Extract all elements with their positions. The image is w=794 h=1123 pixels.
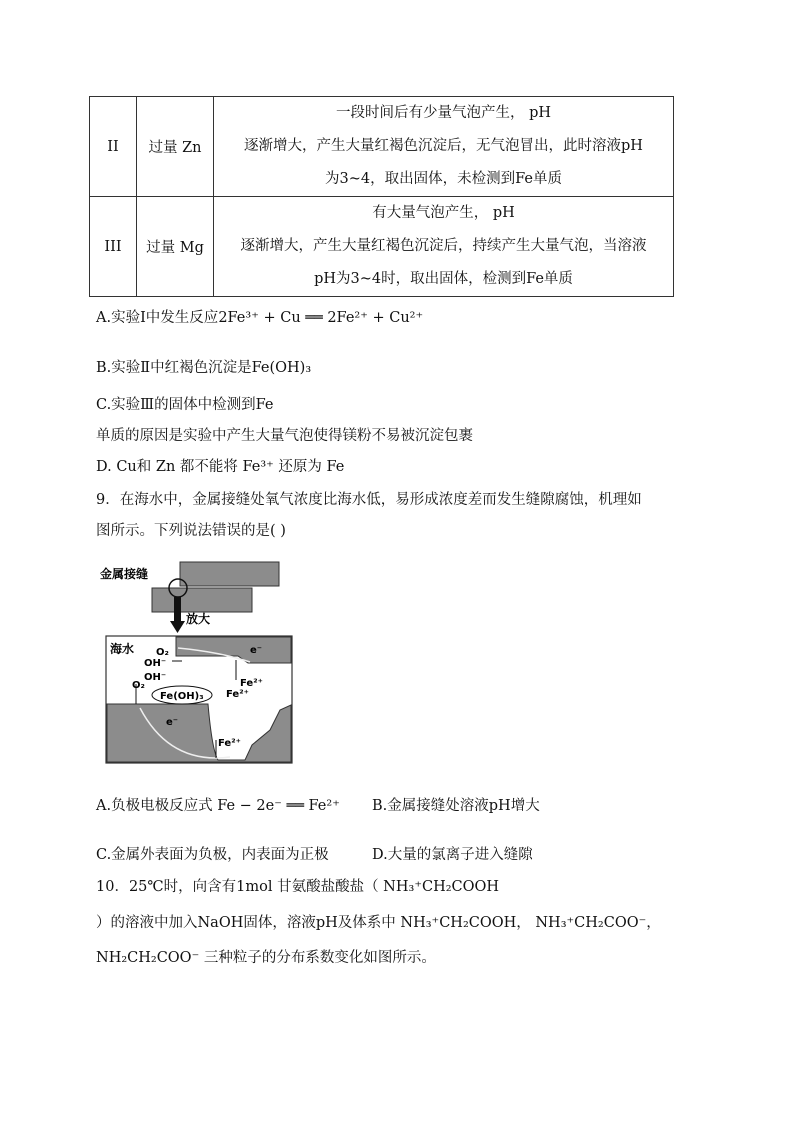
zoom-arrow-shaft <box>174 597 181 623</box>
observation-line: 有大量气泡产生， pH <box>372 205 515 221</box>
electron-label-lower: e⁻ <box>166 717 179 728</box>
zoom-label: 放大 <box>186 612 211 626</box>
row-metal: 过量 Zn <box>137 97 214 197</box>
q9-stem-line2: 图所示。下列说法错误的是( ) <box>96 523 286 539</box>
table-row <box>90 97 674 197</box>
q10-line1: 10．25℃时，向含有1mol 甘氨酸盐酸盐（ NH₃⁺CH₂COOH <box>96 879 500 895</box>
q9-option-b: B.金属接缝处溶液pH增大 <box>372 798 540 814</box>
observation-line: 逐渐增大，产生大量红褐色沉淀后，无气泡冒出，此时溶液pH <box>244 138 643 154</box>
electron-label-upper: e⁻ <box>250 645 263 656</box>
fe2-label-1: Fe²⁺ <box>240 678 263 689</box>
q9-option-d: D.大量的氯离子进入缝隙 <box>372 847 533 863</box>
row-observation <box>214 197 674 297</box>
observation-line: 逐渐增大，产生大量红褐色沉淀后，持续产生大量气泡，当溶液 <box>240 238 647 254</box>
table-row <box>90 197 674 297</box>
q9-option-c: C.金属外表面为负极，内表面为正极 <box>96 847 329 863</box>
option-text: B.实验Ⅱ中红褐色沉淀是 <box>96 360 252 376</box>
formula: Fe(OH)₃ <box>251 360 312 376</box>
oh-label-lower: OH⁻ <box>144 672 167 683</box>
fe2-label-3: Fe²⁺ <box>218 738 241 749</box>
equation: 2Fe³⁺ + Cu ══ 2Fe²⁺ + Cu²⁺ <box>218 310 424 326</box>
row-metal: 过量 Mg <box>137 197 214 297</box>
q8-option-c-line2: 单质的原因是实验中产生大量气泡使得镁粉不易被沉淀包裹 <box>96 428 473 444</box>
oh-label: OH⁻ <box>144 658 167 669</box>
metal-plate-top <box>180 562 279 586</box>
observation-line: pH为3~4时，取出固体，检测到Fe单质 <box>314 271 573 287</box>
q8-option-c-line1: C.实验Ⅲ的固体中检测到Fe <box>96 397 274 413</box>
o2-label: O₂ <box>156 647 169 658</box>
crevice-corrosion-figure <box>100 560 300 770</box>
observation-line: 一段时间后有少量气泡产生， pH <box>335 105 552 121</box>
feoh-label: Fe(OH)₃ <box>160 691 204 702</box>
q10-line3: NH₂CH₂COO⁻ 三种粒子的分布系数变化如图所示。 <box>96 950 436 966</box>
observation-line: 为3~4，取出固体，未检测到Fe单质 <box>325 171 562 187</box>
experiment-table <box>89 96 674 297</box>
q8-option-d: D. Cu和 Zn 都不能将 Fe³⁺ 还原为 Fe <box>96 459 345 475</box>
option-text: A.实验Ⅰ中发生反应 <box>96 310 219 326</box>
zoom-arrow-head <box>170 621 185 633</box>
metal-plate-bottom <box>152 588 252 612</box>
row-id: II <box>90 97 137 197</box>
seawater-label: 海水 <box>110 642 135 656</box>
fe2-label-2: Fe²⁺ <box>226 689 249 700</box>
row-observation <box>214 97 674 197</box>
seam-label: 金属接缝 <box>100 567 149 581</box>
q9-option-a: A.负极电极反应式 Fe − 2e⁻ ══ Fe²⁺ <box>96 798 340 814</box>
q8-option-b <box>96 358 311 378</box>
q8-option-a <box>96 308 423 328</box>
o2-label-lower: O₂ <box>132 680 145 691</box>
q10-line2: ）的溶液中加入NaOH固体，溶液pH及体系中 NH₃⁺CH₂COOH， NH₃⁺CH₂COO⁻， <box>96 915 661 931</box>
q9-stem-line1: 9．在海水中，金属接缝处氧气浓度比海水低，易形成浓度差而发生缝隙腐蚀，机理如 <box>96 492 642 508</box>
row-id: III <box>90 197 137 297</box>
